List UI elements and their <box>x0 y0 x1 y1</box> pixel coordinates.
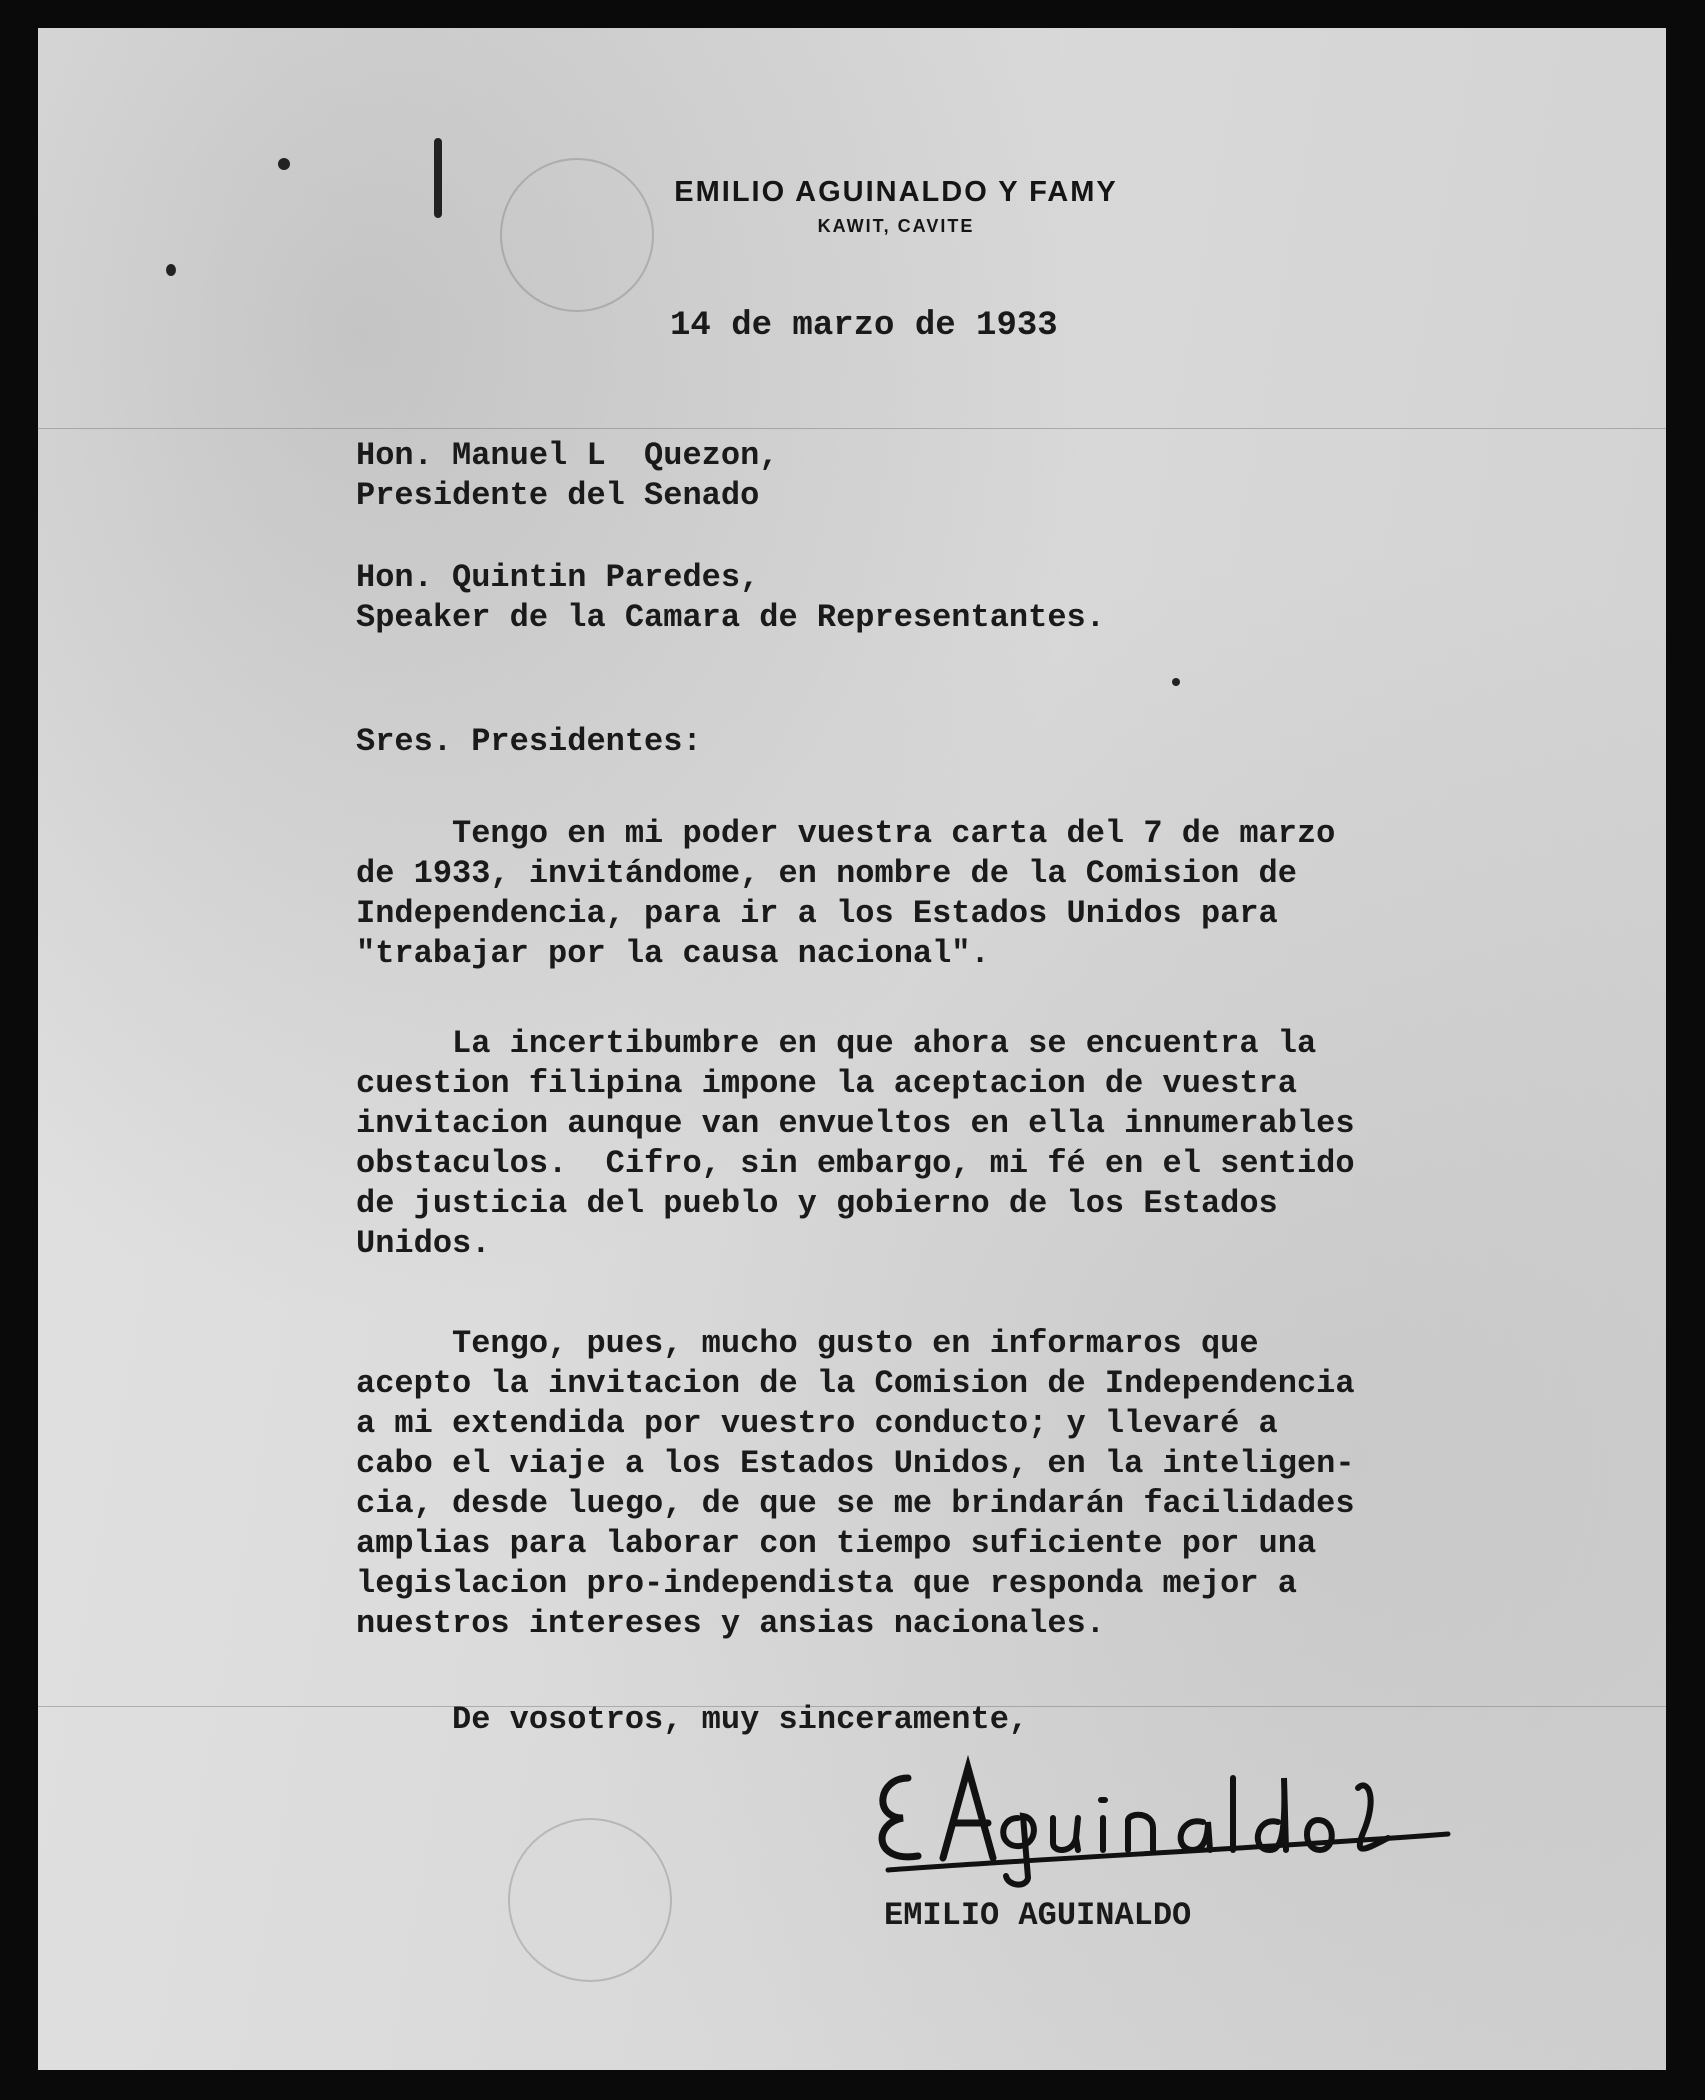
addressee-2-title: Speaker de la Camara de Representantes. <box>356 599 1105 636</box>
ink-spot <box>278 158 290 170</box>
body-paragraph-2: La incertibumbre en que ahora se encuentra la cuestion filipina impone la aceptacion de vuestra invitacion aunque van envueltos en ella innumerables obstaculos. Cifro, sin embargo, mi fé en el sentido de justicia del pueblo y gobierno de los Estados Unidos. <box>356 1025 1355 1262</box>
signer-name: EMILIO AGUINALDO <box>884 1897 1192 1934</box>
letter-sheet <box>38 28 1666 2070</box>
body-paragraph-1: Tengo en mi poder vuestra carta del 7 de marzo de 1933, invitándome, en nombre de la Comision de Independencia, para ir a los Estados Unidos para "trabajar por la causa nacional". <box>356 815 1336 972</box>
letter-date: 14 de marzo de 1933 <box>670 307 1058 345</box>
letterhead-name: EMILIO AGUINALDO Y FAMY <box>674 176 1118 208</box>
salutation: Sres. Presidentes: <box>356 723 702 760</box>
addressee-2-name: Hon. Quintin Paredes, <box>356 559 760 596</box>
handwritten-signature <box>848 1738 1468 1888</box>
addressee-1-title: Presidente del Senado <box>356 477 760 514</box>
addressee-1-name: Hon. Manuel L Quezon, <box>356 437 779 474</box>
fold-line <box>38 428 1666 429</box>
ink-spot <box>1172 678 1180 686</box>
ink-spot <box>166 264 176 276</box>
letterhead-place: KAWIT, CAVITE <box>817 216 975 236</box>
body-paragraph-3: Tengo, pues, mucho gusto en informaros que acepto la invitacion de la Comision de Independencia a mi extendida por vuestro conducto; y llevaré a cabo el viaje a los Estados Unidos, en la inteligen- cia, desde luego, de que se me brindarán facilidades amplias para laborar con tiempo suficiente por una legislacion pro-independista que responda mejor a nuestros intereses y ansias nacionales. <box>356 1325 1355 1642</box>
closing-line: De vosotros, muy sinceramente, <box>356 1701 1029 1738</box>
seal-impression <box>508 1818 672 1982</box>
